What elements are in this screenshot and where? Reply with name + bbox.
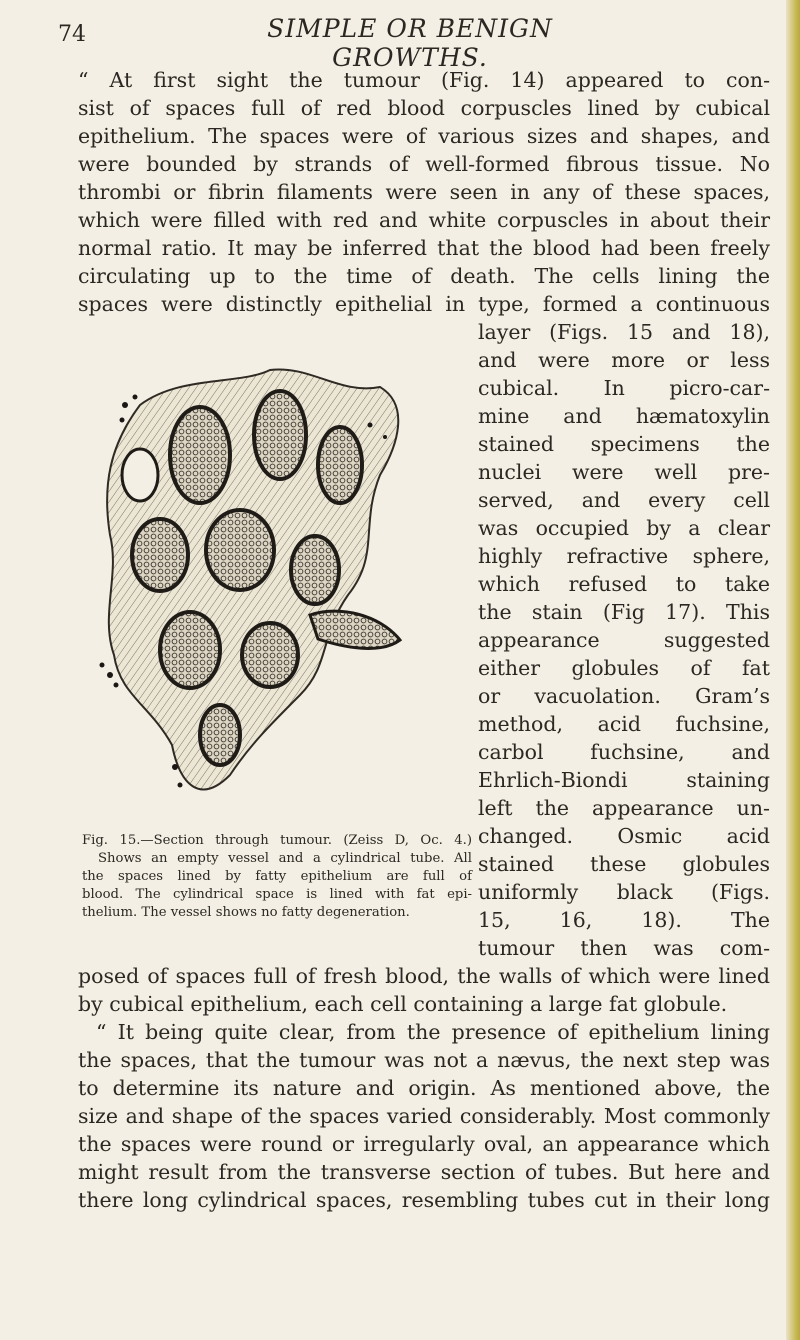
caption-line: Fig. 15.—Section through tumour. (Zeiss D, Oc. 4.) (82, 833, 472, 848)
caption-line: the spaces lined by fatty epithelium are full of (82, 869, 472, 884)
text-line: stained specimens the (478, 432, 770, 456)
text-line: nuclei were well pre- (478, 460, 770, 484)
text-line: which were filled with red and white corpuscles in about their (78, 208, 770, 232)
text-line: was occupied by a clear (478, 516, 770, 540)
text-line: and were more or less (478, 348, 770, 372)
text-line: to determine its nature and origin. As mentioned above, the (78, 1076, 770, 1100)
text-line: appearance suggested (478, 628, 770, 652)
histology-illustration (80, 365, 478, 815)
text-line: the stain (Fig 17). This (478, 600, 770, 624)
text-line: carbol fuchsine, and (478, 740, 770, 764)
text-line: “ At first sight the tumour (Fig. 14) appeared to con- (78, 68, 770, 92)
text-line: Ehrlich-Biondi staining (478, 768, 770, 792)
text-line: by cubical epithelium, each cell containing a large fat globule. (78, 992, 728, 1016)
text-line: spaces were distinctly epithelial in type, formed a continuous (78, 292, 770, 316)
text-line: served, and every cell (478, 488, 770, 512)
text-line: mine and hæmatoxylin (478, 404, 770, 428)
page-number: 74 (58, 22, 86, 47)
caption-line: blood. The cylindrical space is lined with fat epi- (82, 887, 472, 902)
caption-line: thelium. The vessel shows no fatty degeneration. (82, 905, 410, 920)
text-line: uniformly black (Figs. (478, 880, 770, 904)
text-line: sist of spaces full of red blood corpuscles lined by cubical (78, 96, 770, 120)
text-line: were bounded by strands of well-formed fibrous tissue. No (78, 152, 770, 176)
text-line: changed. Osmic acid (478, 824, 770, 848)
text-line: or vacuolation. Gram’s (478, 684, 770, 708)
text-line: epithelium. The spaces were of various sizes and shapes, and (78, 124, 770, 148)
text-line: tumour then was com- (478, 936, 770, 960)
text-line: which refused to take (478, 572, 770, 596)
text-line: posed of spaces full of fresh blood, the walls of which were lined (78, 964, 770, 988)
text-line: cubical. In picro-car- (478, 376, 770, 400)
text-line: either globules of fat (478, 656, 770, 680)
text-line: layer (Figs. 15 and 18), (478, 320, 770, 344)
text-line: stained these globules (478, 852, 770, 876)
text-line: “ It being quite clear, from the presence of epithelium lining (96, 1020, 770, 1044)
text-line: left the appearance un- (478, 796, 770, 820)
text-line: there long cylindrical spaces, resembling tubes cut in their long (78, 1188, 770, 1212)
text-line: size and shape of the spaces varied considerably. Most commonly (78, 1104, 770, 1128)
caption-line: Shows an empty vessel and a cylindrical tube. All (98, 851, 472, 866)
text-line: the spaces, that the tumour was not a nævus, the next step was (78, 1048, 770, 1072)
text-line: might result from the transverse section of tubes. But here and (78, 1160, 770, 1184)
page-edge (786, 0, 800, 1340)
text-line: 15, 16, 18). The (478, 908, 770, 932)
text-line: the spaces were round or irregularly oval, an appearance which (78, 1132, 770, 1156)
text-line: method, acid fuchsine, (478, 712, 770, 736)
running-head: SIMPLE OR BENIGN GROWTHS. (267, 14, 553, 72)
text-line: normal ratio. It may be inferred that the blood had been freely (78, 236, 770, 260)
text-line: thrombi or fibrin filaments were seen in any of these spaces, (78, 180, 770, 204)
text-line: highly refractive sphere, (478, 544, 770, 568)
text-line: circulating up to the time of death. The cells lining the (78, 264, 770, 288)
